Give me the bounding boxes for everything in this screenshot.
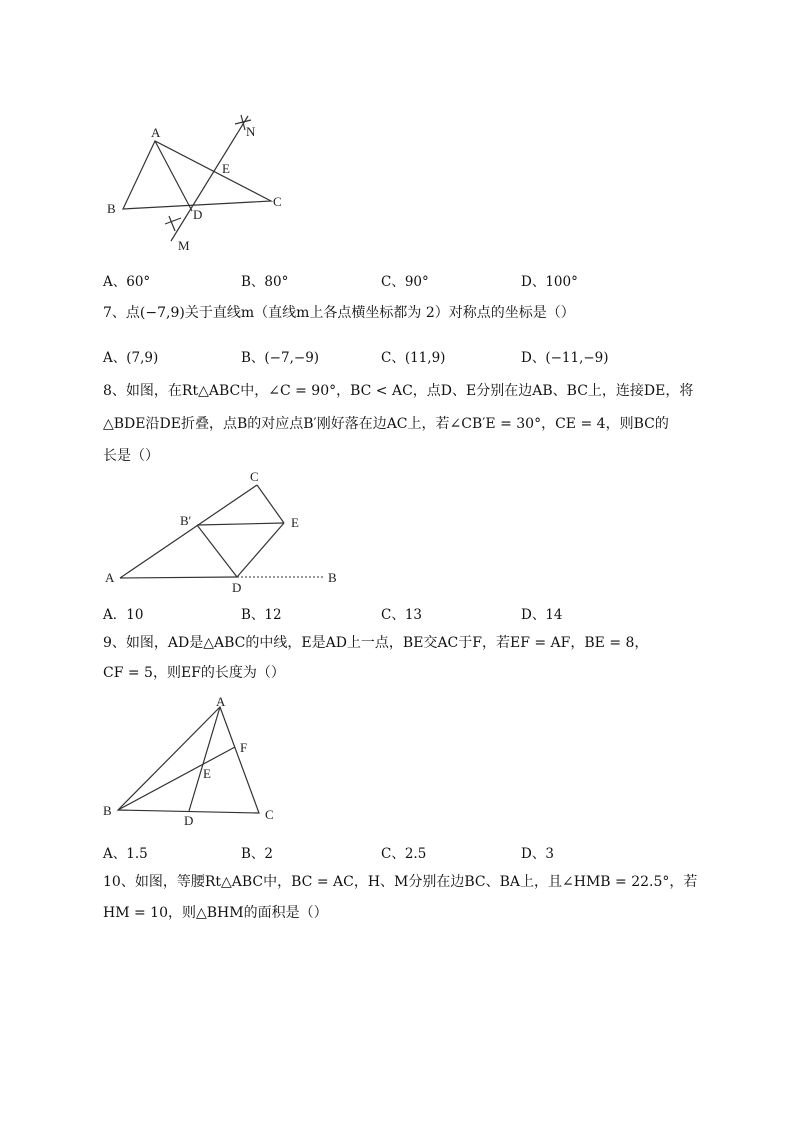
q7-stem: 7、点(−7,9)关于直线m（直线m上各点横坐标都为 2）对称点的坐标是（） (103, 305, 575, 321)
q9-line-2: CF = 5，则EF的长度为（） (103, 665, 285, 681)
q8-line-2: △BDE沿DE折叠，点B的对应点B′刚好落在边AC上，若∠CB′E = 30°，CE = 4，则BC的 (103, 416, 669, 432)
q8-figure (95, 465, 355, 600)
q10-line-2: HM = 10，则△BHM的面积是（） (103, 905, 328, 921)
q10-line-1: 10、如图，等腰Rt△ABC中，BC = AC，H、M分别在边BC、BA上，且∠HMB = 22.5°，若 (103, 874, 698, 890)
label-e: E (222, 161, 230, 176)
arc-mark-m2 (169, 216, 175, 231)
q7-option-a: A、(7,9) (103, 350, 159, 366)
label-c: C (273, 194, 282, 209)
label-n: N (246, 124, 256, 139)
segment-bpd (197, 525, 237, 577)
segment-ad (155, 141, 192, 211)
label-m: M (178, 238, 190, 253)
segment-ac (120, 485, 257, 578)
label-b: B (107, 201, 116, 216)
label-a: A (105, 570, 115, 585)
label-f: F (240, 740, 248, 755)
label-b: B (103, 803, 112, 818)
q9-line-1: 9、如图，AD是△ABC的中线，E是AD上一点，BE交AC于F，若EF = AF，BE = 8， (103, 635, 649, 651)
label-b: B (328, 570, 337, 585)
q8-option-a: A．10 (103, 607, 144, 623)
q8-option-c: C、13 (381, 607, 423, 623)
label-a: A (216, 695, 226, 709)
label-e: E (291, 515, 299, 530)
q9-figure (95, 695, 295, 830)
q9-option-d: D、3 (521, 846, 554, 862)
label-a: A (151, 125, 161, 140)
arc-mark-m1 (165, 218, 181, 224)
label-bp: B' (180, 513, 192, 528)
bisector-mn (171, 116, 248, 241)
q6-option-a: A、60° (103, 274, 151, 290)
label-c: C (265, 807, 274, 822)
q6-option-c: C、90° (381, 274, 429, 290)
q8-option-d: D、14 (521, 607, 563, 623)
segment-bpe (197, 523, 284, 525)
q7-option-b: B、(−7,−9) (241, 350, 320, 366)
segment-ad (120, 577, 237, 578)
label-c: C (250, 469, 259, 484)
label-d: D (232, 580, 242, 595)
q8-option-b: B、12 (241, 607, 282, 623)
q8-line-1: 8、如图，在Rt△ABC中，∠C = 90°，BC < AC，点D、E分别在边AB、BC上，连接DE，将 (103, 383, 694, 399)
q8-line-3: 长是（） (103, 448, 159, 464)
label-d: D (193, 207, 203, 222)
q6-option-b: B、80° (241, 274, 289, 290)
label-d: D (184, 813, 194, 828)
q7-option-c: C、(11,9) (381, 350, 446, 366)
q6-figure (95, 100, 305, 260)
segment-bf (118, 747, 235, 810)
q6-option-d: D、100° (521, 274, 578, 290)
segment-ce (257, 485, 284, 523)
q9-option-c: C、2.5 (381, 846, 427, 862)
q9-option-b: B、2 (241, 846, 274, 862)
triangle-abc (118, 707, 259, 813)
q9-option-a: A、1.5 (103, 846, 148, 862)
segment-de (237, 523, 284, 577)
label-e: E (203, 766, 211, 781)
q7-option-d: D、(−11,−9) (521, 350, 609, 366)
